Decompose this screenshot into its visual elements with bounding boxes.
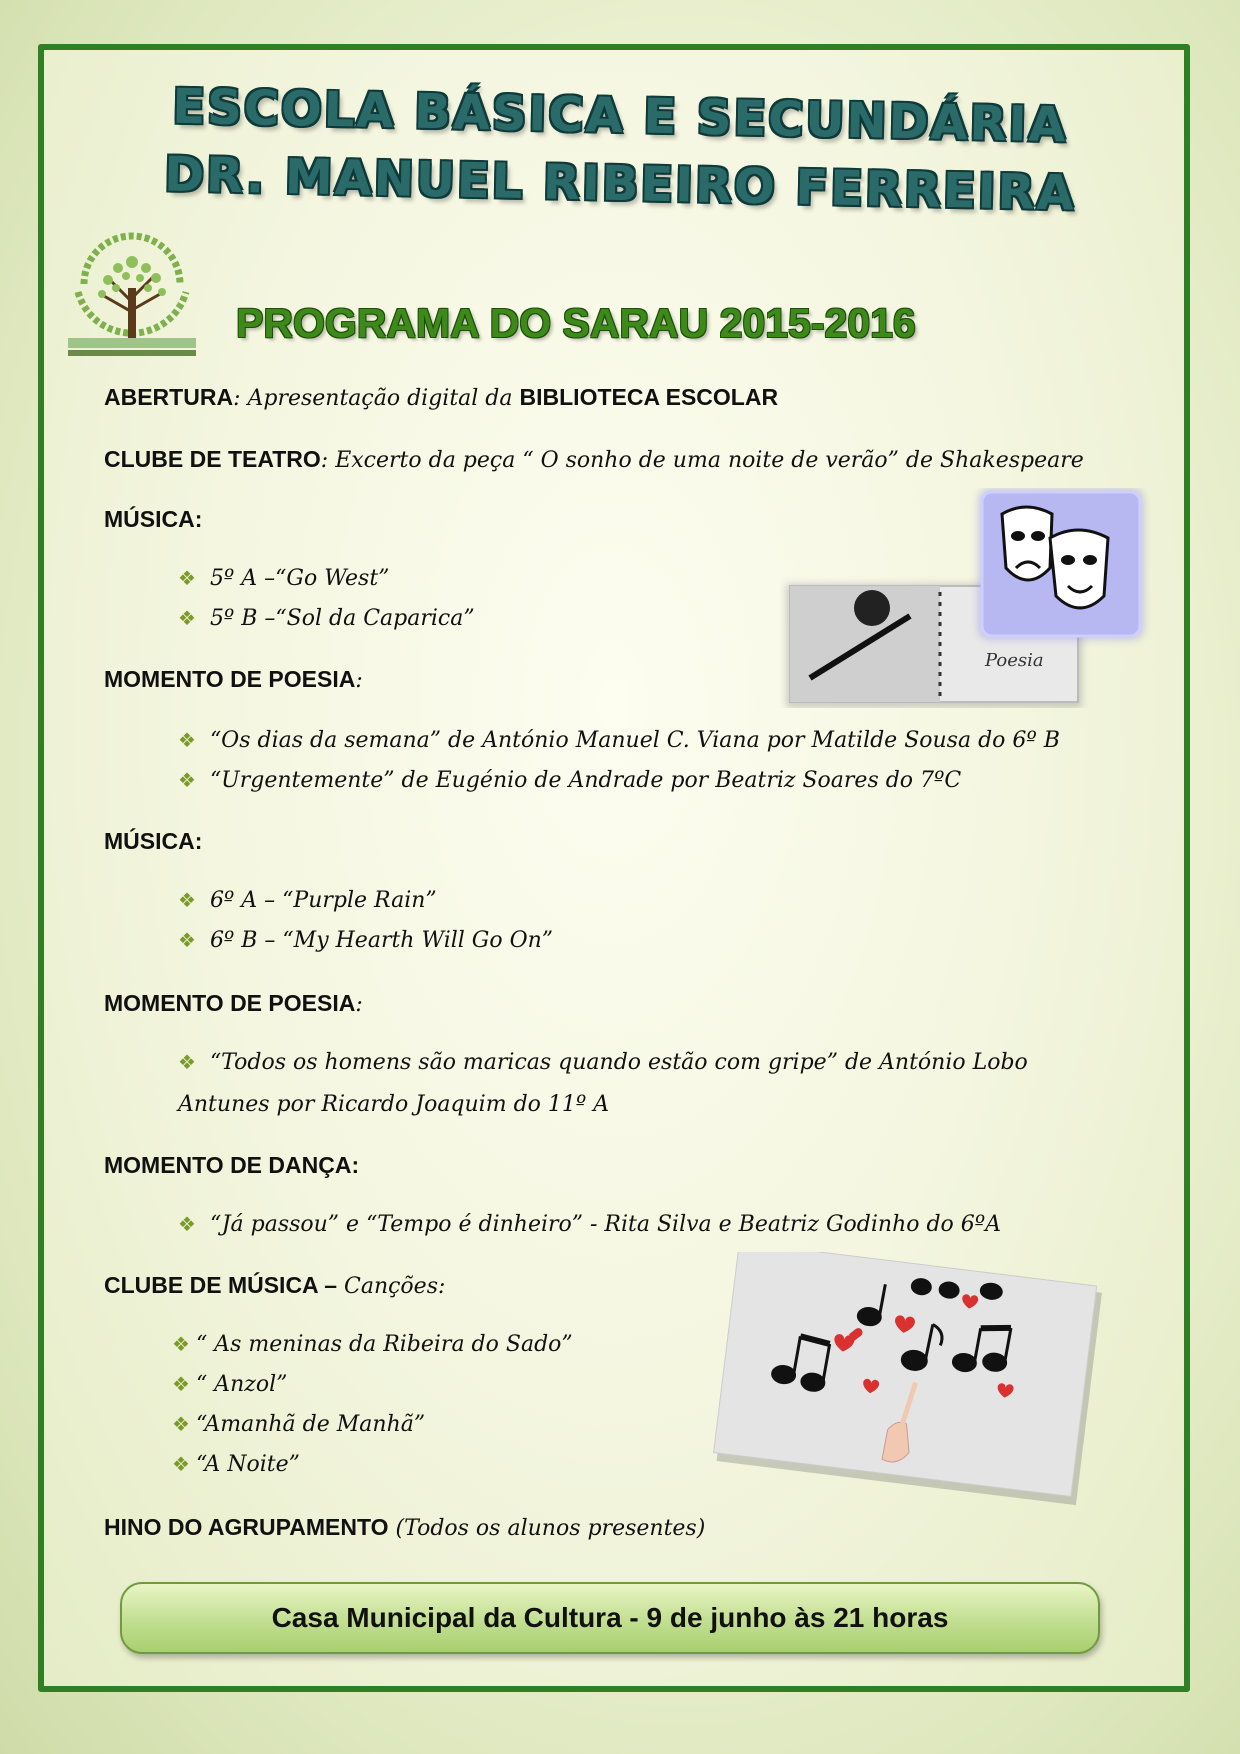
- musica1-heading: MÚSICA:: [104, 506, 203, 532]
- poesia2-heading: MOMENTO DE POESIA:: [104, 990, 363, 1017]
- list-item: ❖ “Já passou” e “Tempo é dinheiro” - Rita Silva e Beatriz Godinho do 6ºA: [178, 1212, 1002, 1237]
- clube-musica-heading: CLUBE DE MÚSICA – Canções:: [104, 1272, 446, 1299]
- diamond-bullet-icon: ❖: [178, 888, 196, 912]
- list-item: ❖ 5º A –“Go West”: [178, 566, 390, 591]
- list-item: ❖ 6º A – “Purple Rain”: [178, 888, 437, 913]
- list-item: ❖ “Todos os homens são maricas quando estão com gripe” de António Lobo: [178, 1050, 1028, 1075]
- diamond-bullet-icon: ❖: [178, 1050, 196, 1074]
- abertura-label: ABERTURA: [104, 384, 234, 410]
- diamond-bullet-icon: ❖: [178, 606, 196, 630]
- abertura-target: BIBLIOTECA ESCOLAR: [519, 384, 779, 410]
- list-item: ❖ “Urgentemente” de Eugénio de Andrade por Beatriz Soares do 7ºC: [178, 768, 962, 793]
- danca-heading: MOMENTO DE DANÇA:: [104, 1152, 360, 1178]
- diamond-bullet-icon: ❖: [178, 768, 196, 792]
- school-logo-icon: [64, 222, 200, 362]
- list-item: ❖ “ Anzol”: [172, 1372, 288, 1397]
- musica2-heading: MÚSICA:: [104, 828, 203, 854]
- teatro-label: CLUBE DE TEATRO: [104, 446, 321, 472]
- diamond-bullet-icon: ❖: [172, 1412, 190, 1436]
- hino-line: HINO DO AGRUPAMENTO (Todos os alunos presentes): [104, 1514, 706, 1541]
- event-location-banner: Casa Municipal da Cultura - 9 de junho às 21 horas: [120, 1582, 1100, 1654]
- poesia1-heading: MOMENTO DE POESIA:: [104, 666, 363, 693]
- list-item: ❖ 6º B – “My Hearth Will Go On”: [178, 928, 554, 953]
- abertura-line: [104, 384, 778, 411]
- list-item: ❖ “A Noite”: [172, 1452, 300, 1477]
- diamond-bullet-icon: ❖: [178, 728, 196, 752]
- school-name-line2: DR. MANUEL RIBEIRO FERREIRA: [163, 146, 1077, 222]
- diamond-bullet-icon: ❖: [172, 1372, 190, 1396]
- school-name-line1: ESCOLA BÁSICA E SECUNDÁRIA: [171, 78, 1069, 154]
- list-item-continuation: Antunes por Ricardo Joaquim do 11º A: [178, 1092, 610, 1117]
- teatro-text: : Excerto da peça “ O sonho de uma noite de verão” de Shakespeare: [320, 448, 1084, 473]
- diamond-bullet-icon: ❖: [172, 1452, 190, 1476]
- diamond-bullet-icon: ❖: [178, 566, 196, 590]
- diamond-bullet-icon: ❖: [172, 1332, 190, 1356]
- theatre-poetry-image: [780, 488, 1150, 708]
- abertura-text: : Apresentação digital da: [233, 386, 520, 411]
- list-item: ❖ “Os dias da semana” de António Manuel C. Viana por Matilde Sousa do 6º B: [178, 728, 1060, 753]
- program-title: PROGRAMA DO SARAU 2015-2016: [236, 300, 916, 346]
- poesia-caption: Poesia: [985, 650, 1044, 671]
- diamond-bullet-icon: ❖: [178, 928, 196, 952]
- list-item: ❖ “ As meninas da Ribeira do Sado”: [172, 1332, 573, 1357]
- diamond-bullet-icon: ❖: [178, 1212, 196, 1236]
- teatro-line: [104, 446, 1084, 473]
- list-item: ❖ 5º B –“Sol da Caparica”: [178, 606, 475, 631]
- list-item: ❖ “Amanhã de Manhã”: [172, 1412, 426, 1437]
- music-notes-image: [712, 1252, 1108, 1506]
